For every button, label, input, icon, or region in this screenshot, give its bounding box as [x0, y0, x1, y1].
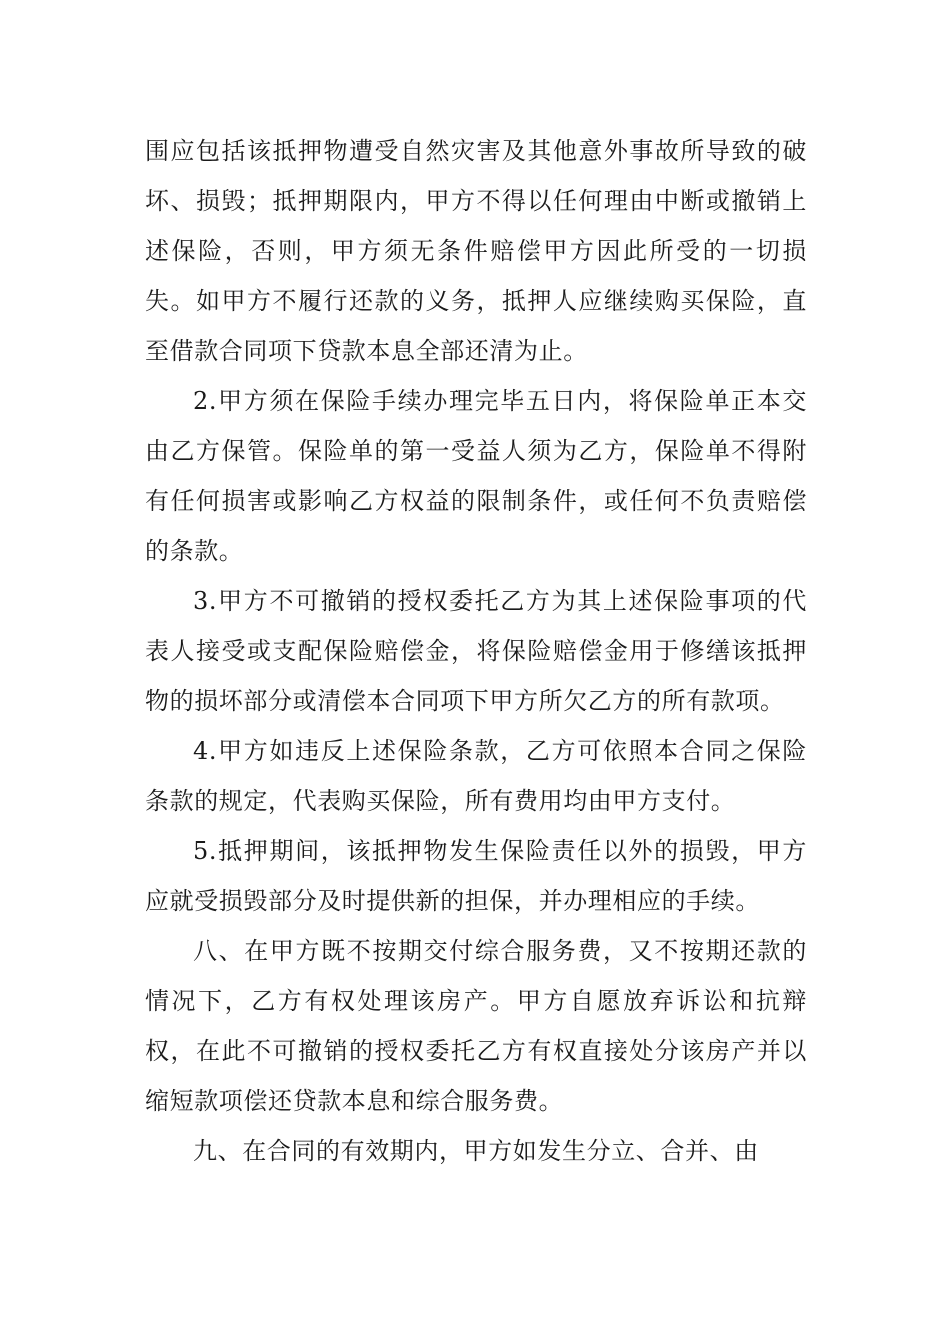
paragraph-clause-5: 5.抵押期间，该抵押物发生保险责任以外的损毁，甲方应就受损毁部分及时提供新的担保，并办理相应的手续。 — [145, 837, 807, 915]
paragraph-article-8: 八、在甲方既不按期交付综合服务费，又不按期还款的情况下，乙方有权处理该房产。甲方自愿放弃诉讼和抗辩权，在此不可撤销的授权委托乙方有权直接处分该房产并以缩短款项偿还贷款本息和综合服务费。 — [145, 937, 807, 1115]
document-body — [145, 126, 807, 1176]
paragraph-insurance-scope: 围应包括该抵押物遭受自然灾害及其他意外事故所导致的破坏、损毁；抵押期限内，甲方不得以任何理由中断或撤销上述保险，否则，甲方须无条件赔偿甲方因此所受的一切损失。如甲方不履行还款的义务，抵押人应继续购买保险，直至借款合同项下贷款本息全部还清为止。 — [145, 137, 807, 365]
paragraph-clause-2: 2.甲方须在保险手续办理完毕五日内，将保险单正本交由乙方保管。保险单的第一受益人须为乙方，保险单不得附有任何损害或影响乙方权益的限制条件，或任何不负责赔偿的条款。 — [145, 387, 807, 565]
paragraph-clause-4: 4.甲方如违反上述保险条款，乙方可依照本合同之保险条款的规定，代表购买保险，所有费用均由甲方支付。 — [145, 737, 807, 815]
paragraph-clause-3: 3.甲方不可撤销的授权委托乙方为其上述保险事项的代表人接受或支配保险赔偿金，将保险赔偿金用于修缮该抵押物的损坏部分或清偿本合同项下甲方所欠乙方的所有款项。 — [145, 587, 807, 715]
paragraph-article-9: 九、在合同的有效期内，甲方如发生分立、合并、由 — [193, 1137, 759, 1165]
